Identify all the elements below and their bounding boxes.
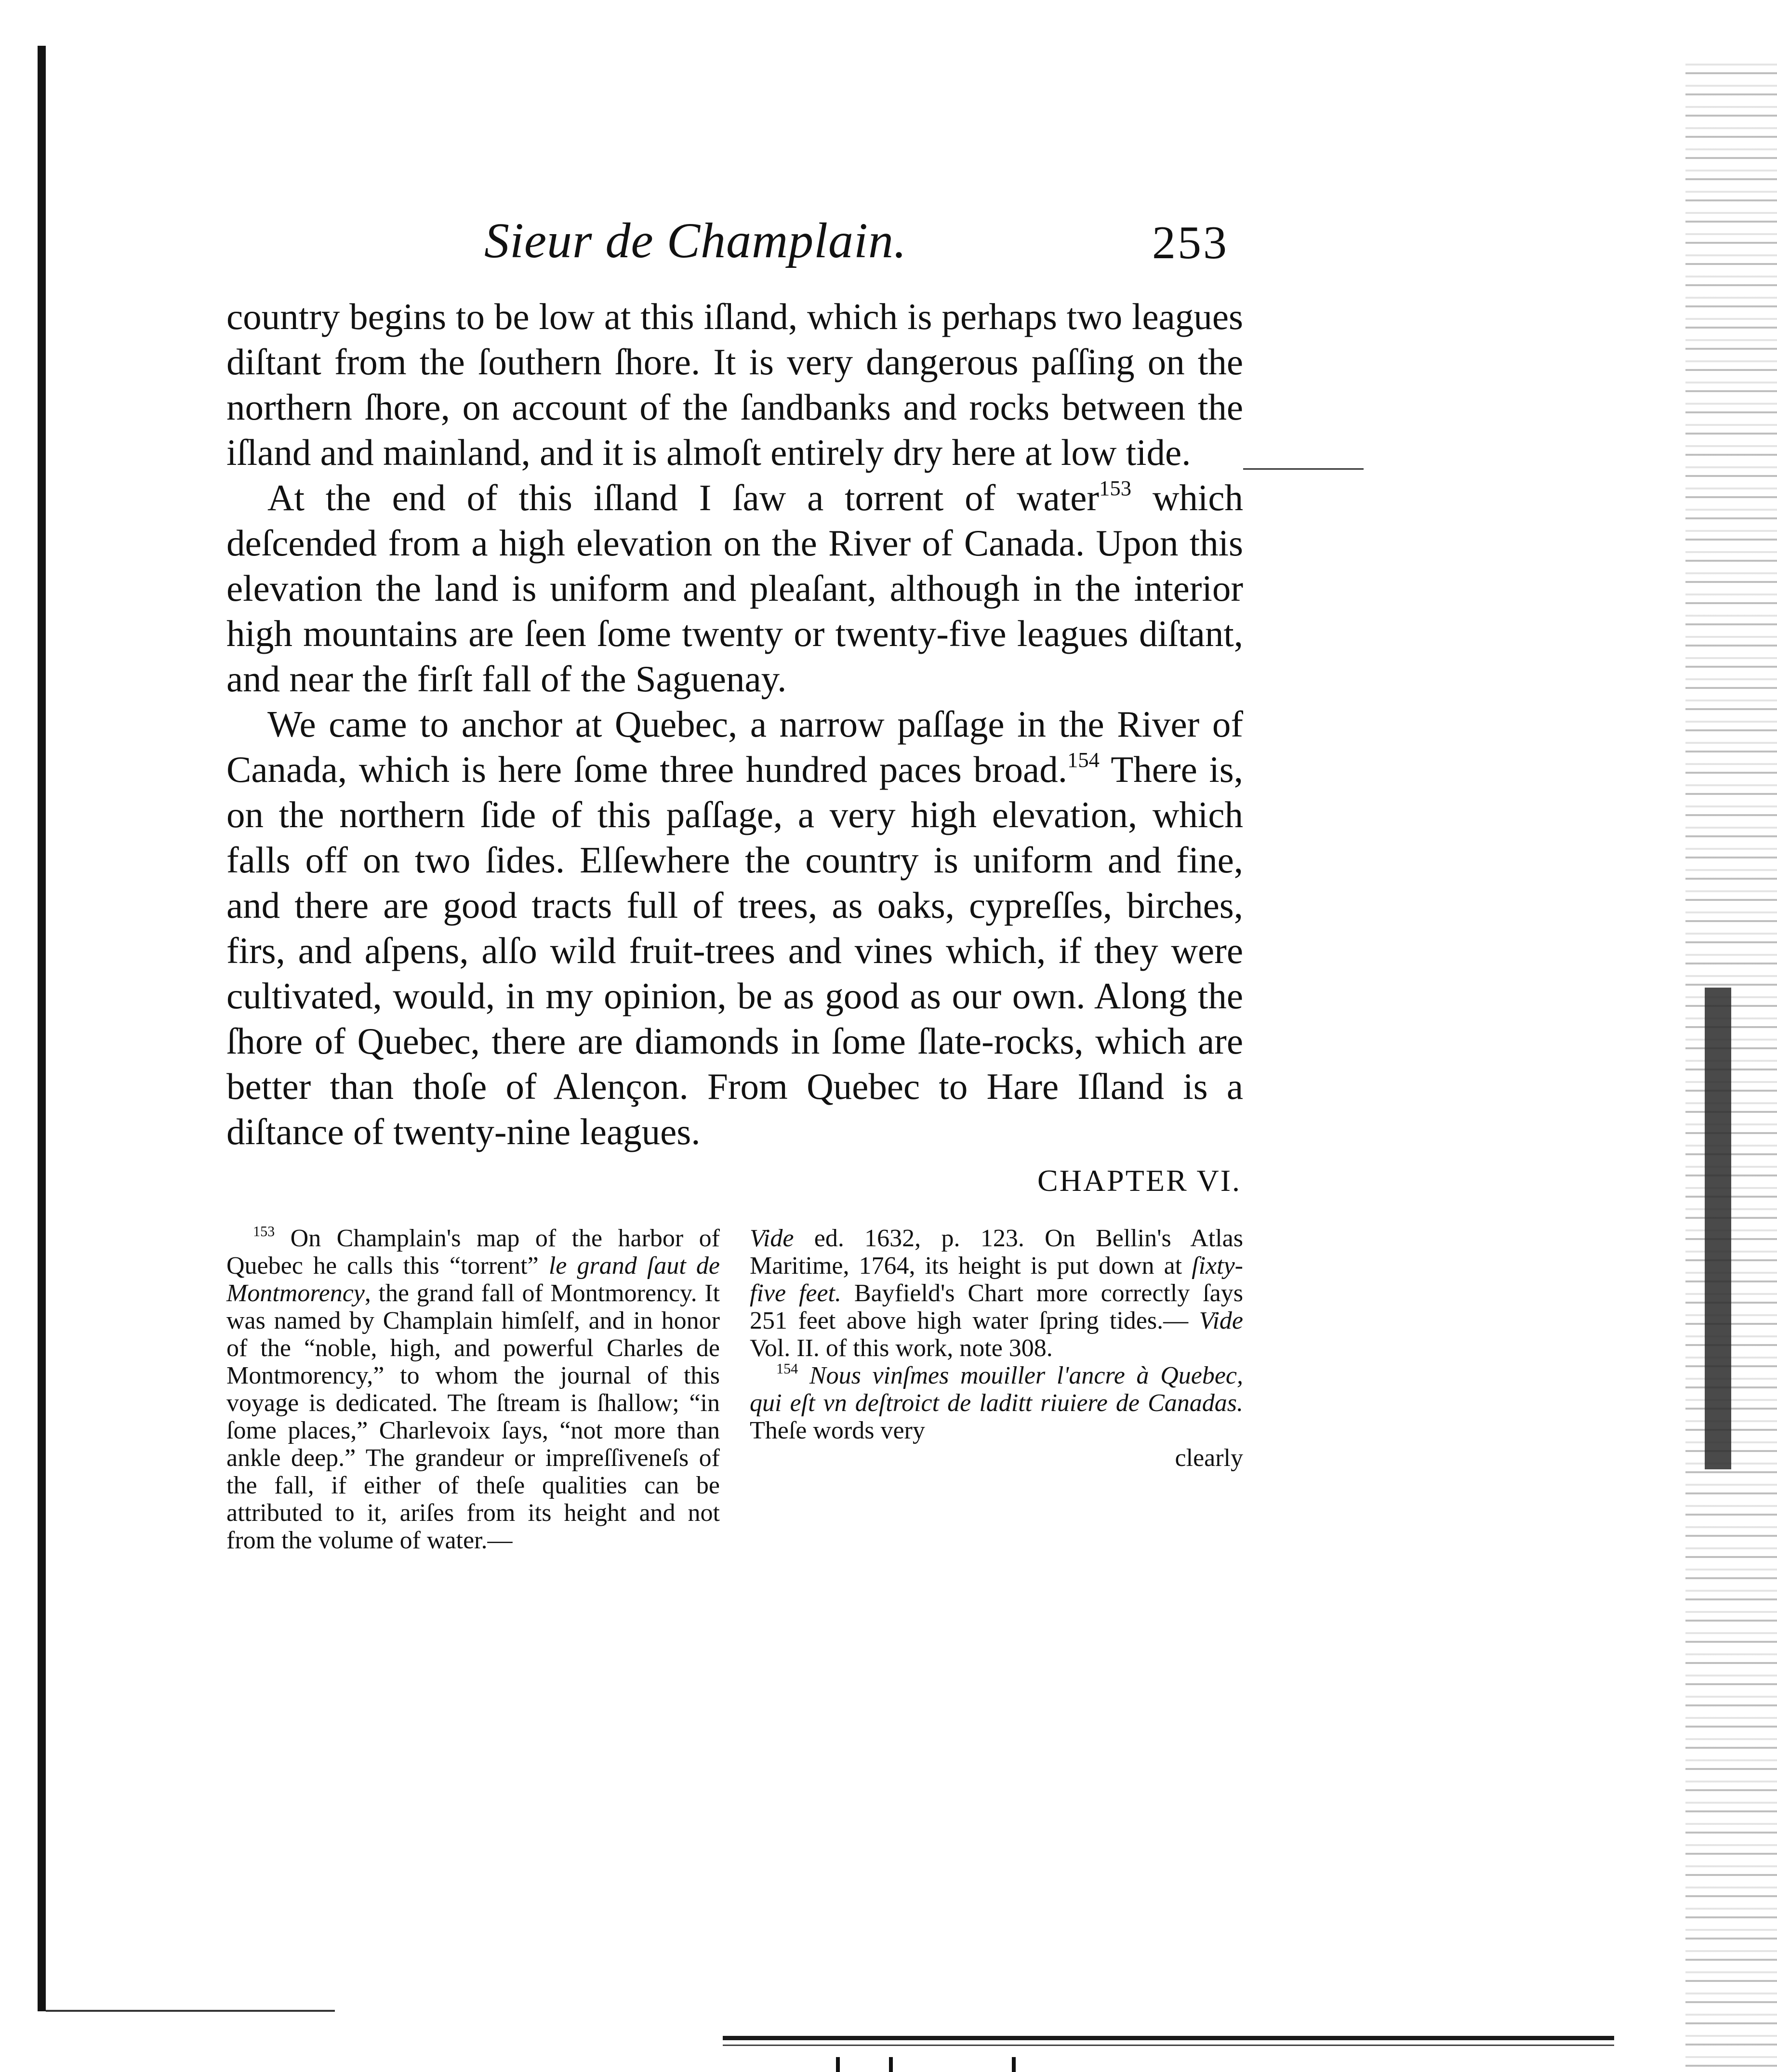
scan-right-edge — [1685, 53, 1777, 2072]
footnote-italic: Nous vinſmes mouiller l'ancre à Quebec, qui eſt vn deſtroict de laditt riuiere de Canadas. — [750, 1362, 1243, 1417]
chapter-heading: CHAPTER VI. — [1037, 1163, 1241, 1198]
footnote-italic: Vide — [750, 1225, 794, 1252]
scan-left-border — [38, 46, 46, 2011]
footnote-text: On Champlain's map of the harbor of Quebec he calls this “torrent” — [226, 1225, 720, 1280]
footnote-text: ed. 1632, p. 123. On Bellin's Atlas Maritime, 1764, its height is put down at — [750, 1225, 1243, 1280]
footnote-italic: Vide — [1199, 1307, 1243, 1334]
footnote-153-continued — [750, 1225, 1243, 1362]
footnote-column-right — [750, 1225, 1243, 1554]
scan-tick-mark — [889, 2057, 893, 2072]
paragraph-quebec — [226, 701, 1243, 1154]
scan-tick-mark — [836, 2057, 840, 2072]
scan-right-edge-shadow — [1705, 988, 1731, 1469]
scan-bottom-rule-thin — [723, 2045, 1614, 2046]
running-title: Sieur de Champlain. — [484, 213, 907, 268]
footnote-text: Vol. II. of this work, note 308. — [750, 1334, 1053, 1362]
catchword: clearly — [1175, 1444, 1243, 1472]
scan-bottom-rule — [723, 2036, 1614, 2040]
paragraph-text: There is, on the northern ſide of this paſſage, a very high elevation, which falls off on two ſides. Elſewhere the country is uniform and fine, and there are good tracts full of trees, as oaks, cypreſſes, birches, firs, and aſpens, alſo wild fruit-trees and vines which, if they were cultivated, would, in my opinion, be as good as our own. Along the ſhore of Quebec, there are diamonds in ſome ſlate-rocks, which are better than thoſe of Alençon. From Quebec to Hare Iſland is a diſtance of twenty-nine leagues. — [226, 749, 1243, 1152]
footnote-153 — [226, 1225, 720, 1554]
paragraph-text: At the end of this iſland I ſaw a torrent of water — [267, 477, 1100, 518]
scan-bottom-left-rule — [46, 2010, 335, 2012]
footnote-column-left — [226, 1225, 720, 1554]
footnote-number: 154 — [776, 1360, 798, 1377]
scan-tick-mark — [1012, 2057, 1016, 2072]
footnotes — [226, 1225, 1243, 1554]
running-head — [226, 212, 1243, 294]
footnote-text: Bayfield's Chart more correctly ſays 251 feet above high water ſpring tides.— — [750, 1280, 1244, 1334]
paragraph-torrent — [226, 475, 1243, 701]
footnote-ref-154: 154 — [1067, 747, 1100, 772]
body-text — [226, 294, 1243, 1154]
footnote-italic: ſixty-five feet. — [750, 1252, 1243, 1307]
footnote-text: , the grand fall of Montmorency. It was named by Champlain himſelf, and in honor of the “noble, high, and powerful Charles de Montmorency,” to whom the journal of this voyage is dedicated. The ſtream is ſhallow; “in ſome places,” Charlevoix ſays, “not more than ankle deep.” The grandeur or impreſſiveneſs of the fall, if either of theſe qualities can be attributed to it, ariſes from its height and not from the volume of water.— — [226, 1280, 720, 1554]
book-page — [226, 212, 1243, 1554]
page-number: 253 — [1152, 217, 1229, 269]
footnote-italic: le grand ſaut de Montmorency — [226, 1252, 720, 1307]
footnote-154 — [750, 1362, 1243, 1444]
paragraph-text: which deſcended from a high elevation on the River of Canada. Upon this elevation the land is uniform and pleaſant, although in the interior high mountains are ſeen ſome twenty or twenty-five leagues diſtant, and near the firſt fall of the Saguenay. — [226, 477, 1243, 699]
paragraph-text: We came to anchor at Quebec, a narrow paſſage in the River of Canada, which is here ſome three hundred paces broad. — [226, 703, 1243, 790]
footnote-ref-153: 153 — [1099, 475, 1132, 500]
footnote-number: 153 — [253, 1223, 275, 1240]
footnote-text: Theſe words very — [750, 1417, 925, 1444]
paragraph-continued: country begins to be low at this iſland, which is perhaps two leagues diſtant from the ſouthern ſhore. It is very dangerous paſſing on the northern ſhore, on account of the ſandbanks and rocks between the iſland and mainland, and it is almoſt entirely dry here at low tide. — [226, 296, 1243, 473]
scan-margin-mark — [1243, 468, 1364, 470]
